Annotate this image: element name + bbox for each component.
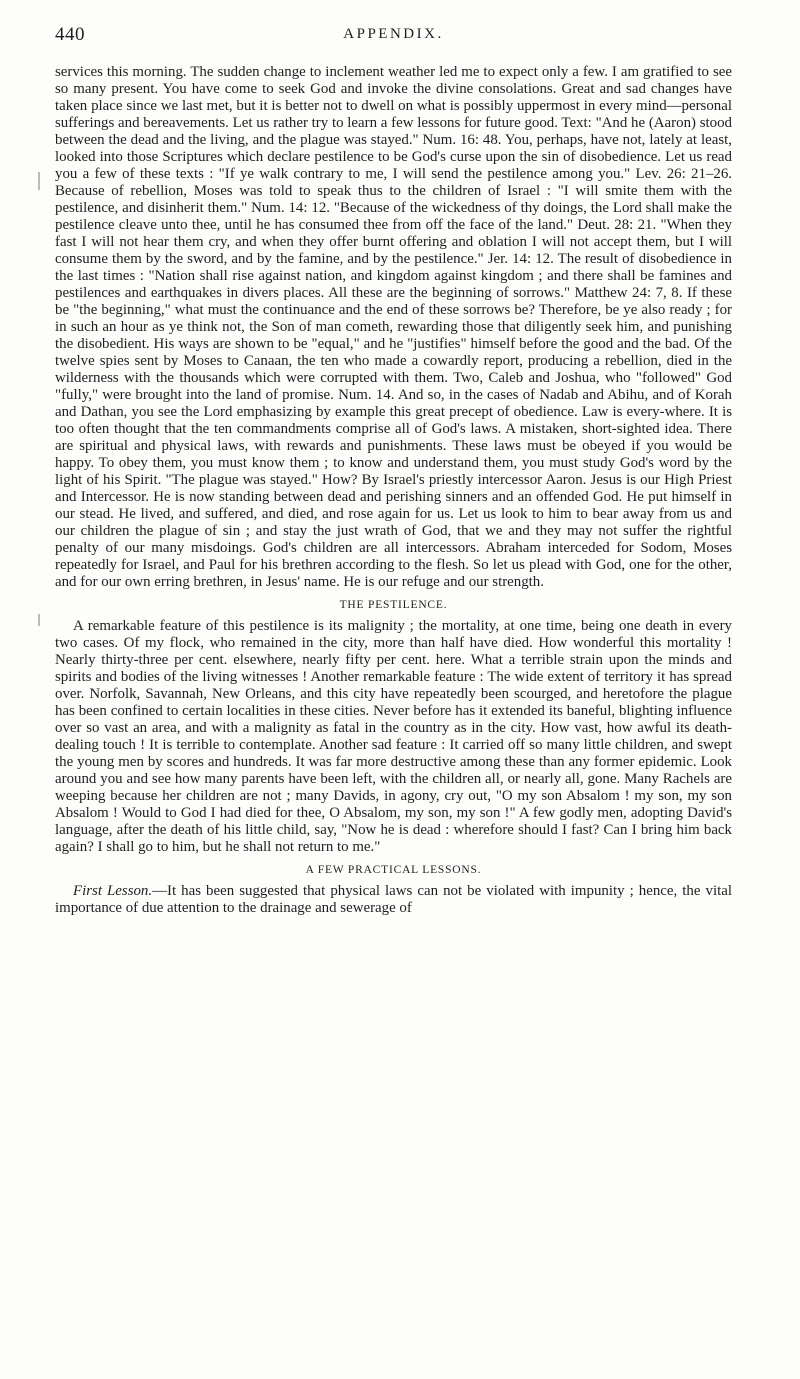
running-head xyxy=(55,24,732,64)
margin-mark xyxy=(38,614,40,626)
lesson-paragraph xyxy=(55,883,732,917)
body-paragraph: services this morning. The sudden change to inclement weather led me to expect only a few. I am gratified to see so many present. You have come to seek God and invoke the divine consolations. Great and sad changes have taken place since we last met, but it is better not to dwell on what is possibly uppermost in every mind—personal sufferings and bereavements. Let us rather try to learn a few lessons for future good. Text: "And he (Aaron) stood between the dead and the living, and the plague was stayed." Num. 16: 48. You, perhaps, have not, lately at least, looked into those Scriptures which declare pestilence to be God's curse upon the sin of disobedience. Let us read you a few of these texts : "If ye walk contrary to me, I will send the pestilence among you." Lev. 26: 21–26. Because of rebellion, Moses was told to speak thus to the children of Israel : "I will smite them with the pestilence, and disinherit them." Num. 14: 12. "Because of the wickedness of thy doings, the Lord shall make the pestilence cleave unto thee, until he has consumed thee from off the face of the land." Deut. 28: 21. "When they fast I will not hear them cry, and when they offer burnt offering and oblation I will not accept them, but I will consume them by the sword, and by the famine, and by the pestilence." Jer. 14: 12. The result of disobedience in the last times : "Nation shall rise against nation, and kingdom against kingdom ; and there shall be famines and pestilences and earthquakes in divers places. All these are the beginning of sorrows." Matthew 24: 7, 8. If these be "the beginning," what must the continuance and the end of these sorrows be? Therefore, be ye also ready ; for in such an hour as ye think not, the Son of man cometh, rewarding those that diligently seek him, and punishing the disobedient. His ways are shown to be "equal," and he "justifies" himself before the good and the bad. Of the twelve spies sent by Moses to Canaan, the ten who made a cowardly report, producing a rebellion, died in the wilderness with the thousands which were corrupted with them. Two, Caleb and Joshua, who "followed" God "fully," were brought into the land of promise. Num. 14. And so, in the cases of Nadab and Abihu, and of Korah and Dathan, you see the Lord emphasizing by example this great precept of obedience. Law is every-where. It is too often thought that the ten commandments comprise all of God's laws. A mistaken, short-sighted idea. There are spiritual and physical laws, with rewards and punishments. These laws must be obeyed if you would be happy. To obey them, you must know them ; to know and understand them, you must study God's word by the light of his Spirit. "The plague was stayed." How? By Israel's priestly intercessor Aaron. Jesus is our High Priest and Intercessor. He is now standing between dead and perishing sinners and an offended God. He put himself in our stead. He lived, and suffered, and died, and rose again for us. Let us look to him to bear away from us and our children the plague of sin ; and stay the just wrath of God, that we and they may not suffer the rightful penalty of our many misdoings. God's children are all intercessors. Abraham interceded for Sodom, Moses repeatedly for Israel, and Paul for his brethren according to the flesh. So let us plead with God, one for the other, and for our own erring brethren, in Jesus' name. He is our refuge and our strength. xyxy=(55,64,732,590)
section-heading-lessons: A FEW PRACTICAL LESSONS. xyxy=(305,864,482,876)
section-heading-pestilence: THE PESTILENCE. xyxy=(339,599,448,611)
body-paragraph: A remarkable feature of this pestilence is its malignity ; the mortality, at one time, being one death in every two cases. Of my flock, who remained in the city, more than half have died. How wonderful this mortality ! Nearly thirty-three per cent. elsewhere, nearly fifty per cent. here. What a terrible strain upon the minds and spirits and bodies of the living witnesses ! Another remarkable feature : The wide extent of territory it has spread over. Norfolk, Savannah, New Orleans, and this city have repeatedly been scourged, and heretofore the plague has been confined to certain localities in these cities. Never before has it extended its baneful, blighting influence over so vast an area, and with a malignity as fatal in the country as in the city. How vast, how awful its death-dealing touch ! It is terrible to contemplate. Another sad feature : It carried off so many little children, and swept the young men by scores and hundreds. It was far more destructive among these than any former epidemic. Look around you and see how many parents have been left, with the children all, or nearly all, gone. Many Rachels are weeping because her children are not ; many Davids, in agony, cry out, "O my son Absalom ! my son, my son Absalom ! Would to God I had died for thee, O Absalom, my son, my son !" A few godly men, adopting David's language, after the death of his little child, say, "Now he is dead : wherefore should I fast? Can I bring him back again? I shall go to him, but he shall not return to me." xyxy=(55,618,732,855)
lesson-label: First Lesson. xyxy=(73,883,153,899)
page-number: 440 xyxy=(55,24,85,45)
lesson-text: —It has been suggested that physical laws can not be violated with impunity ; hence, the vital importance of due attention to the drainage and sewerage of xyxy=(55,883,732,916)
margin-mark xyxy=(38,172,40,190)
running-title: APPENDIX. xyxy=(343,26,444,42)
book-page xyxy=(0,24,800,1379)
